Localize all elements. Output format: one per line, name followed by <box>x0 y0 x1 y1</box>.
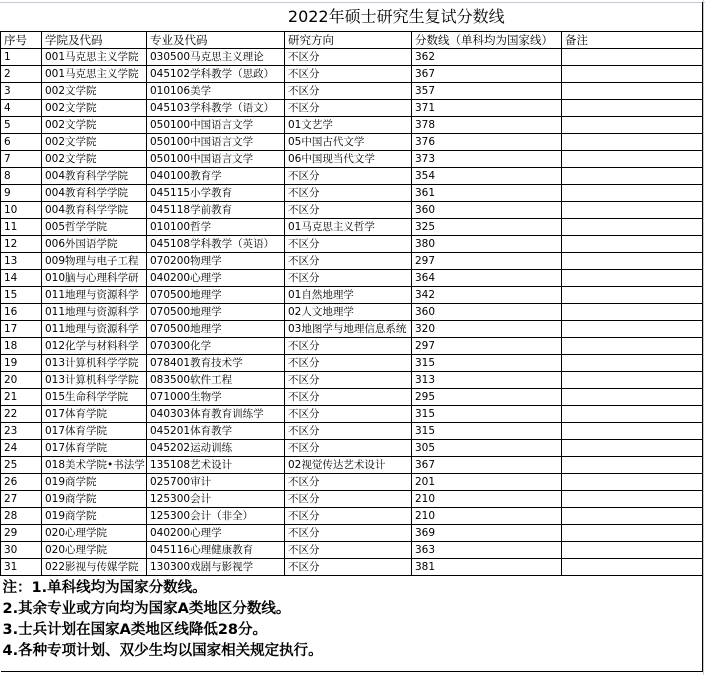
table-row <box>1 491 703 508</box>
cell-score: 363 <box>412 542 562 559</box>
cell-remarks <box>562 287 703 304</box>
cell-score: 378 <box>412 117 562 134</box>
cell-college: 010脑与心理科学研 <box>42 270 147 287</box>
cell-score: 380 <box>412 236 562 253</box>
cell-direction: 不区分 <box>285 389 412 406</box>
cell-remarks <box>562 49 703 66</box>
header-score: 分数线（单科均为国家线） <box>412 32 562 49</box>
cell-college: 002文学院 <box>42 134 147 151</box>
cell-direction: 不区分 <box>285 49 412 66</box>
cell-score: 360 <box>412 202 562 219</box>
cell-college: 002文学院 <box>42 100 147 117</box>
cell-index: 27 <box>1 491 42 508</box>
cell-score: 315 <box>412 406 562 423</box>
cell-index: 25 <box>1 457 42 474</box>
cell-major: 130300戏剧与影视学 <box>147 559 285 576</box>
cell-college: 017体育学院 <box>42 440 147 457</box>
cell-direction: 不区分 <box>285 253 412 270</box>
table-row <box>1 49 703 66</box>
cell-remarks <box>562 83 703 100</box>
cell-score: 297 <box>412 253 562 270</box>
cell-college: 018美术学院•书法学 <box>42 457 147 474</box>
header-remarks: 备注 <box>562 32 703 49</box>
cell-direction: 不区分 <box>285 491 412 508</box>
cell-index: 18 <box>1 338 42 355</box>
cell-index: 1 <box>1 49 42 66</box>
cell-major: 070500地理学 <box>147 304 285 321</box>
cell-remarks <box>562 542 703 559</box>
cell-index: 30 <box>1 542 42 559</box>
table-row <box>1 525 703 542</box>
cell-college: 002文学院 <box>42 151 147 168</box>
cell-score: 373 <box>412 151 562 168</box>
cell-index: 5 <box>1 117 42 134</box>
cell-index: 11 <box>1 219 42 236</box>
table-row <box>1 83 703 100</box>
cell-major: 040200心理学 <box>147 525 285 542</box>
cell-college: 002文学院 <box>42 117 147 134</box>
cell-college: 013计算机科学学院 <box>42 372 147 389</box>
cell-college: 019商学院 <box>42 508 147 525</box>
cell-index: 19 <box>1 355 42 372</box>
table-row <box>1 236 703 253</box>
cell-index: 31 <box>1 559 42 576</box>
header-direction: 研究方向 <box>285 32 412 49</box>
cell-remarks <box>562 66 703 83</box>
cell-score: 315 <box>412 355 562 372</box>
table-row <box>1 151 703 168</box>
cell-index: 4 <box>1 100 42 117</box>
cell-direction: 不区分 <box>285 185 412 202</box>
score-table <box>0 2 703 672</box>
cell-major: 070500地理学 <box>147 321 285 338</box>
cell-college: 017体育学院 <box>42 423 147 440</box>
cell-direction: 01马克思主义哲学 <box>285 219 412 236</box>
cell-major: 045116心理健康教育 <box>147 542 285 559</box>
cell-remarks <box>562 474 703 491</box>
cell-direction: 不区分 <box>285 355 412 372</box>
cell-remarks <box>562 372 703 389</box>
cell-index: 23 <box>1 423 42 440</box>
cell-score: 342 <box>412 287 562 304</box>
cell-college: 001马克思主义学院 <box>42 49 147 66</box>
cell-remarks <box>562 457 703 474</box>
cell-remarks <box>562 134 703 151</box>
cell-score: 362 <box>412 49 562 66</box>
cell-score: 297 <box>412 338 562 355</box>
cell-college: 019商学院 <box>42 474 147 491</box>
cell-index: 14 <box>1 270 42 287</box>
cell-major: 135108艺术设计 <box>147 457 285 474</box>
cell-remarks <box>562 270 703 287</box>
table-row <box>1 202 703 219</box>
cell-direction: 不区分 <box>285 236 412 253</box>
cell-remarks <box>562 355 703 372</box>
cell-direction: 03地图学与地理信息系统 <box>285 321 412 338</box>
cell-major: 070300化学 <box>147 338 285 355</box>
cell-score: 369 <box>412 525 562 542</box>
cell-direction: 不区分 <box>285 168 412 185</box>
table-row <box>1 355 703 372</box>
cell-direction: 01自然地理学 <box>285 287 412 304</box>
cell-major: 030500马克思主义理论 <box>147 49 285 66</box>
table-row <box>1 270 703 287</box>
table-row <box>1 304 703 321</box>
cell-index: 6 <box>1 134 42 151</box>
note-1: 注：1.单科线均为国家分数线。 <box>2 580 207 596</box>
table-row <box>1 219 703 236</box>
cell-college: 013计算机科学学院 <box>42 355 147 372</box>
cell-direction: 02人文地理学 <box>285 304 412 321</box>
table-row <box>1 100 703 117</box>
cell-score: 371 <box>412 100 562 117</box>
cell-major: 040200心理学 <box>147 270 285 287</box>
cell-major: 045108学科教学（英语） <box>147 236 285 253</box>
cell-major: 071000生物学 <box>147 389 285 406</box>
cell-direction: 不区分 <box>285 440 412 457</box>
cell-remarks <box>562 304 703 321</box>
cell-score: 210 <box>412 508 562 525</box>
cell-major: 040100教育学 <box>147 168 285 185</box>
cell-major: 070500地理学 <box>147 287 285 304</box>
cell-direction: 不区分 <box>285 525 412 542</box>
cell-direction: 不区分 <box>285 508 412 525</box>
cell-index: 7 <box>1 151 42 168</box>
cell-major: 050100中国语言文学 <box>147 134 285 151</box>
table-row <box>1 389 703 406</box>
cell-major: 045202运动训练 <box>147 440 285 457</box>
cell-major: 050100中国语言文学 <box>147 117 285 134</box>
cell-score: 295 <box>412 389 562 406</box>
cell-direction: 02视觉传达艺术设计 <box>285 457 412 474</box>
cell-remarks <box>562 525 703 542</box>
cell-direction: 01文艺学 <box>285 117 412 134</box>
cell-direction: 不区分 <box>285 270 412 287</box>
cell-college: 020心理学院 <box>42 525 147 542</box>
cell-major: 083500软件工程 <box>147 372 285 389</box>
cell-college: 011地理与资源科学 <box>42 321 147 338</box>
table-row <box>1 559 703 576</box>
cell-college: 004教育科学学院 <box>42 202 147 219</box>
cell-major: 070200物理学 <box>147 253 285 270</box>
cell-major: 025700审计 <box>147 474 285 491</box>
cell-remarks <box>562 389 703 406</box>
cell-college: 017体育学院 <box>42 406 147 423</box>
cell-index: 22 <box>1 406 42 423</box>
cell-college: 005哲学学院 <box>42 219 147 236</box>
cell-direction: 05中国古代文学 <box>285 134 412 151</box>
cell-index: 12 <box>1 236 42 253</box>
note-3: 3.士兵计划在国家A类地区线降低28分。 <box>2 622 267 638</box>
table-row <box>1 440 703 457</box>
cell-score: 364 <box>412 270 562 287</box>
cell-index: 26 <box>1 474 42 491</box>
cell-direction: 不区分 <box>285 100 412 117</box>
table-row <box>1 287 703 304</box>
cell-college: 022影视与传媒学院 <box>42 559 147 576</box>
cell-remarks <box>562 117 703 134</box>
cell-score: 367 <box>412 457 562 474</box>
cell-index: 13 <box>1 253 42 270</box>
cell-score: 354 <box>412 168 562 185</box>
cell-remarks <box>562 100 703 117</box>
table-row <box>1 338 703 355</box>
cell-score: 381 <box>412 559 562 576</box>
cell-score: 201 <box>412 474 562 491</box>
table-row <box>1 474 703 491</box>
cell-index: 20 <box>1 372 42 389</box>
cell-direction: 不区分 <box>285 338 412 355</box>
table-row <box>1 372 703 389</box>
cell-direction: 不区分 <box>285 474 412 491</box>
table-row <box>1 185 703 202</box>
cell-major: 045102学科教学（思政） <box>147 66 285 83</box>
cell-index: 15 <box>1 287 42 304</box>
cell-direction: 不区分 <box>285 66 412 83</box>
header-college: 学院及代码 <box>42 32 147 49</box>
cell-remarks <box>562 559 703 576</box>
cell-score: 325 <box>412 219 562 236</box>
cell-college: 004教育科学学院 <box>42 168 147 185</box>
table-row <box>1 253 703 270</box>
table-row <box>1 508 703 525</box>
header-major: 专业及代码 <box>147 32 285 49</box>
cell-direction: 不区分 <box>285 406 412 423</box>
cell-score: 315 <box>412 423 562 440</box>
cell-direction: 不区分 <box>285 202 412 219</box>
cell-score: 360 <box>412 304 562 321</box>
cell-score: 210 <box>412 491 562 508</box>
cell-major: 125300会计 <box>147 491 285 508</box>
cell-college: 011地理与资源科学 <box>42 304 147 321</box>
cell-score: 361 <box>412 185 562 202</box>
cell-score: 320 <box>412 321 562 338</box>
table-row <box>1 168 703 185</box>
cell-remarks <box>562 321 703 338</box>
cell-index: 2 <box>1 66 42 83</box>
cell-remarks <box>562 508 703 525</box>
cell-college: 015生命科学学院 <box>42 389 147 406</box>
cell-college: 009物理与电子工程 <box>42 253 147 270</box>
cell-index: 3 <box>1 83 42 100</box>
cell-score: 313 <box>412 372 562 389</box>
page-title: 2022年硕士研究生复试分数线 <box>1 2 703 32</box>
cell-remarks <box>562 168 703 185</box>
cell-remarks <box>562 440 703 457</box>
cell-major: 010106美学 <box>147 83 285 100</box>
cell-major: 045118学前教育 <box>147 202 285 219</box>
note-4: 4.各种专项计划、双少生均以国家相关规定执行。 <box>2 643 323 659</box>
cell-major: 040303体育教育训练学 <box>147 406 285 423</box>
cell-remarks <box>562 185 703 202</box>
table-row <box>1 406 703 423</box>
cell-major: 078401教育技术学 <box>147 355 285 372</box>
header-index: 序号 <box>1 32 42 49</box>
cell-major: 045103学科教学（语文） <box>147 100 285 117</box>
table-row <box>1 66 703 83</box>
cell-index: 17 <box>1 321 42 338</box>
cell-major: 125300会计（非全） <box>147 508 285 525</box>
cell-college: 011地理与资源科学 <box>42 287 147 304</box>
cell-direction: 06中国现当代文学 <box>285 151 412 168</box>
note-2: 2.其余专业或方向均为国家A类地区分数线。 <box>2 601 291 617</box>
cell-index: 16 <box>1 304 42 321</box>
cell-score: 376 <box>412 134 562 151</box>
cell-direction: 不区分 <box>285 372 412 389</box>
table-row <box>1 457 703 474</box>
cell-index: 28 <box>1 508 42 525</box>
table-row <box>1 117 703 134</box>
cell-index: 10 <box>1 202 42 219</box>
cell-college: 004教育科学学院 <box>42 185 147 202</box>
cell-direction: 不区分 <box>285 559 412 576</box>
cell-remarks <box>562 236 703 253</box>
cell-major: 045201体育教学 <box>147 423 285 440</box>
cell-major: 045115小学教育 <box>147 185 285 202</box>
cell-remarks <box>562 202 703 219</box>
cell-remarks <box>562 219 703 236</box>
cell-college: 019商学院 <box>42 491 147 508</box>
cell-major: 050100中国语言文学 <box>147 151 285 168</box>
cell-remarks <box>562 151 703 168</box>
cell-direction: 不区分 <box>285 83 412 100</box>
header-row <box>1 32 703 49</box>
cell-college: 002文学院 <box>42 83 147 100</box>
cell-college: 006外国语学院 <box>42 236 147 253</box>
cell-remarks <box>562 253 703 270</box>
cell-index: 24 <box>1 440 42 457</box>
cell-remarks <box>562 423 703 440</box>
cell-score: 305 <box>412 440 562 457</box>
notes-cell <box>1 576 703 672</box>
cell-score: 367 <box>412 66 562 83</box>
cell-direction: 不区分 <box>285 542 412 559</box>
cell-college: 001马克思主义学院 <box>42 66 147 83</box>
cell-index: 9 <box>1 185 42 202</box>
cell-major: 010100哲学 <box>147 219 285 236</box>
cell-index: 29 <box>1 525 42 542</box>
cell-index: 8 <box>1 168 42 185</box>
cell-remarks <box>562 406 703 423</box>
table-row <box>1 542 703 559</box>
table-row <box>1 134 703 151</box>
cell-index: 21 <box>1 389 42 406</box>
cell-score: 357 <box>412 83 562 100</box>
table-row <box>1 423 703 440</box>
cell-college: 012化学与材料科学 <box>42 338 147 355</box>
table-row <box>1 321 703 338</box>
cell-remarks <box>562 491 703 508</box>
cell-direction: 不区分 <box>285 423 412 440</box>
cell-remarks <box>562 338 703 355</box>
cell-college: 020心理学院 <box>42 542 147 559</box>
